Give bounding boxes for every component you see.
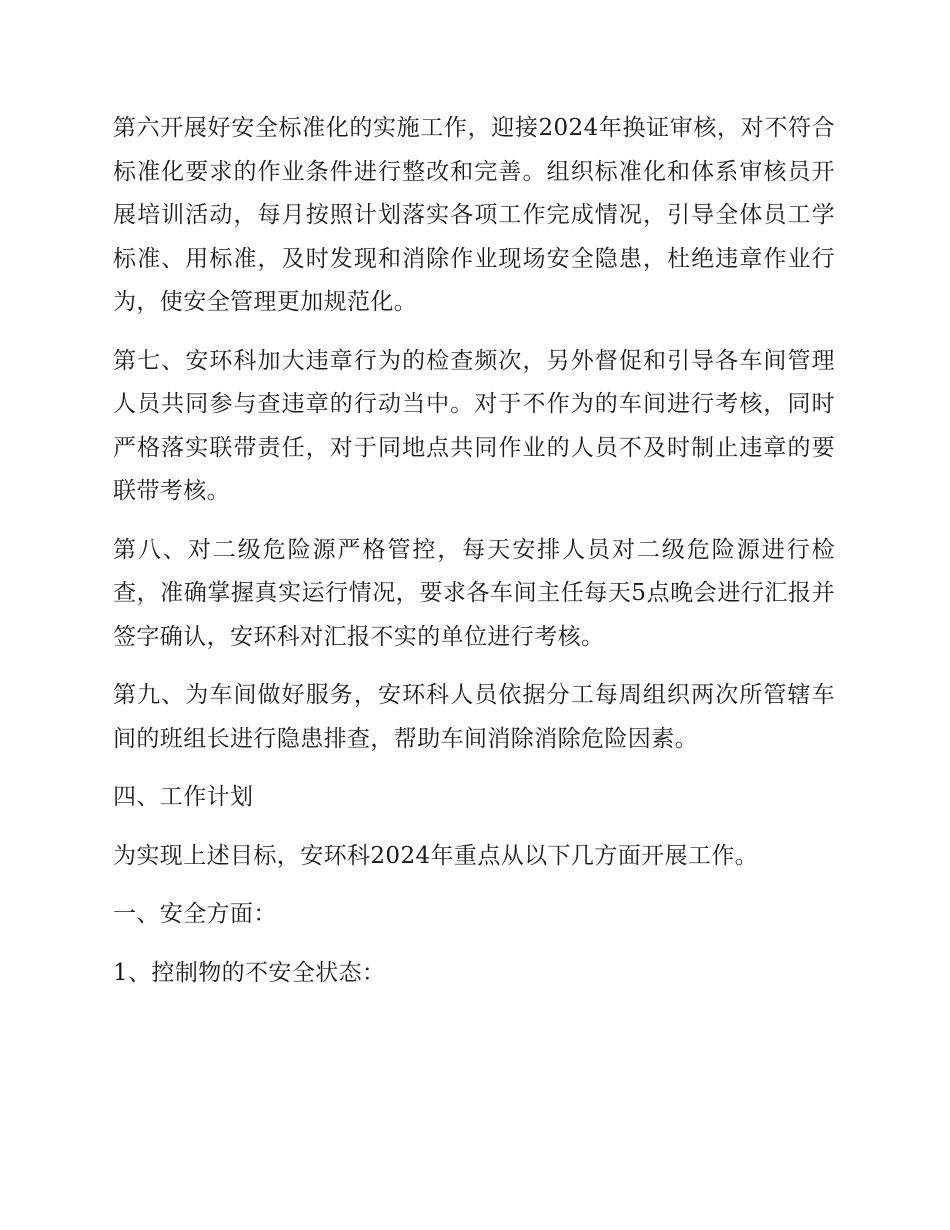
section-heading-work-plan: 四、工作计划 <box>113 784 254 810</box>
list-item-1: 1、控制物的不安全状态： <box>113 959 386 986</box>
document-body <box>113 107 835 1010</box>
paragraph-item-eight: 第八、对二级危险源严格管控，每天安排人员对二级危险源进行检查，准确掌握真实运行情况，要求各车间主任每天5点晚会进行汇报并签字确认，安环科对汇报不实的单位进行考核。 <box>113 536 835 650</box>
paragraph-item-six: 第六开展好安全标准化的实施工作，迎接2024年换证审核，对不符合标准化要求的作业条件进行整改和完善。组织标准化和体系审核员开展培训活动，每月按照计划落实各项工作完成情况，引导全体员工学标准、用标准，及时发现和消除作业现场安全隐患，杜绝违章作业行为，使安全管理更加规范化。 <box>113 115 835 315</box>
paragraph-intro: 为实现上述目标，安环科2024年重点从以下几方面开展工作。 <box>113 842 759 869</box>
paragraph-item-seven: 第七、安环科加大违章行为的检查频次，另外督促和引导各车间管理人员共同参与查违章的行动当中。对于不作为的车间进行考核，同时严格落实联带责任，对于同地点共同作业的人员不及时制止违章的要联带考核。 <box>113 347 835 504</box>
subsection-heading-safety: 一、安全方面： <box>113 901 277 927</box>
paragraph-item-nine: 第九、为车间做好服务，安环科人员依据分工每周组织两次所管辖车间的班组长进行隐患排查，帮助车间消除消除危险因素。 <box>113 682 835 752</box>
